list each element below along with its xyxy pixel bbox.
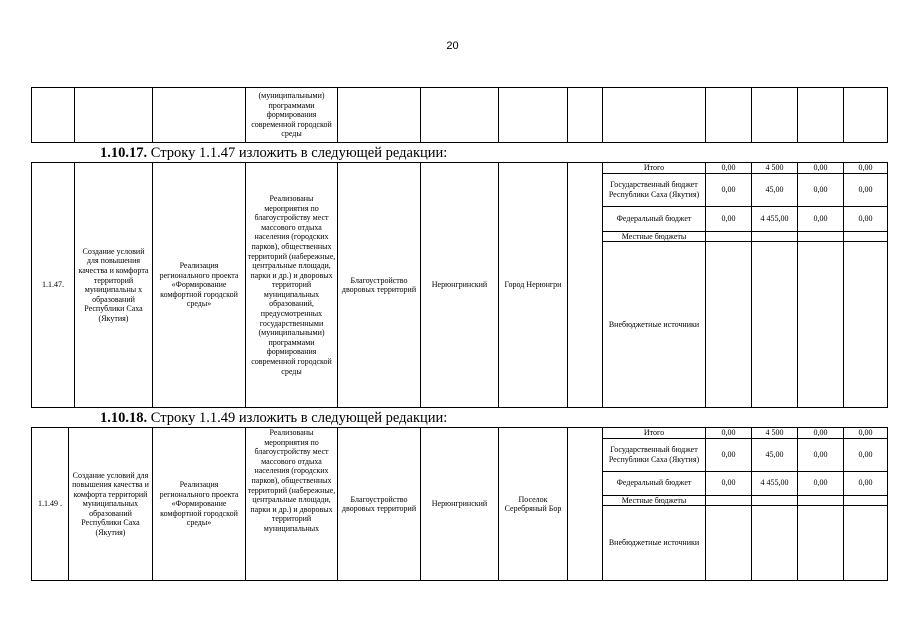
funding-value: 0,00 [706,163,752,174]
funding-value: 0,00 [844,206,888,231]
funding-value [798,242,844,408]
funding-source: Местные бюджеты [603,495,706,506]
project-text: Реализация регионального проекта «Формирование комфортной городской среды» [153,428,246,581]
funding-value: 4 500 [752,163,798,174]
section-heading-1 [100,145,447,161]
result-text: Реализованы мероприятия по благоустройству мест массового отдыха населения (городских парков), общественных территорий (набережные, центральные площади, парки и др.) и дворовых территорий муниципальных [246,428,338,581]
cell-empty [752,88,798,143]
cell-empty [844,88,888,143]
cell-empty [75,88,153,143]
section-number: 1.10.17. [100,145,148,161]
result-text: Реализованы мероприятия по благоустройству мест массового отдыха населения (городских парков), общественных территорий (набережные, центральные площади, парки и др.) и дворовых территорий муниципальных образований, предусмотренных государственными (муниципальными) программами формирования современной городской среды [246,163,338,408]
funding-source: Федеральный бюджет [603,206,706,231]
table-fragment-top [31,87,888,143]
funding-value: 0,00 [706,206,752,231]
funding-value: 0,00 [798,173,844,206]
funding-value [752,506,798,581]
row-number: 1.1.49 . [32,428,69,581]
cell-empty [153,88,246,143]
funding-value [844,242,888,408]
direction-text: Благоустройство дворовых территорий [338,428,421,581]
funding-source: Государственный бюджет Республики Саха (Якутия) [603,173,706,206]
funding-value [706,495,752,506]
funding-value: 0,00 [706,173,752,206]
funding-value: 0,00 [844,163,888,174]
funding-value [752,495,798,506]
funding-value: 0,00 [844,438,888,471]
row-number: 1.1.47. [32,163,75,408]
project-text: Реализация регионального проекта «Формирование комфортной городской среды» [153,163,246,408]
cell-empty [499,88,568,143]
funding-value: 0,00 [706,438,752,471]
funding-source: Государственный бюджет Республики Саха (Якутия) [603,438,706,471]
section-number: 1.10.18. [100,410,148,426]
funding-value: 0,00 [798,163,844,174]
cell-empty [603,88,706,143]
cell-empty [338,88,421,143]
funding-value: 4 455,00 [752,206,798,231]
funding-value: 0,00 [844,173,888,206]
funding-source: Внебюджетные источники [603,242,706,408]
table-row-1-1-49 [31,427,888,581]
district-text: Нерюнгринский [421,163,499,408]
funding-value [706,231,752,242]
goal-text: Создание условий для повышения качества и комфорта территорий муниципальны х образований Республики Саха (Якутия) [75,163,153,408]
funding-value: 0,00 [706,428,752,439]
funding-source: Федеральный бюджет [603,471,706,495]
funding-value [706,242,752,408]
funding-value [752,231,798,242]
funding-value: 0,00 [798,438,844,471]
cell-empty [568,428,603,581]
funding-value: 4 455,00 [752,471,798,495]
cell-empty [568,163,603,408]
funding-value [798,506,844,581]
funding-source: Внебюджетные источники [603,506,706,581]
funding-value: 0,00 [798,206,844,231]
funding-source: Итого [603,428,706,439]
funding-value [752,242,798,408]
funding-value: 4 500 [752,428,798,439]
page-number: 20 [446,40,459,52]
cell-empty [798,88,844,143]
locality-text: Город Нерюнгри [499,163,568,408]
fragment-result-text: (муниципальными) программами формирования современной городской среды [246,88,338,143]
funding-value: 45,00 [752,438,798,471]
funding-value: 0,00 [706,471,752,495]
section-instruction: Строку 1.1.47 изложить в следующей редакции: [147,145,448,161]
section-heading-2 [100,410,447,426]
funding-value [844,231,888,242]
locality-text: Поселок Серебряный Бор [499,428,568,581]
funding-value [798,495,844,506]
goal-text: Создание условий для повышения качества и комфорта территорий муниципальных образований Республики Саха (Якутия) [69,428,153,581]
funding-source: Итого [603,163,706,174]
district-text: Нерюнгринский [421,428,499,581]
cell-empty [32,88,75,143]
funding-source: Местные бюджеты [603,231,706,242]
cell-empty [568,88,603,143]
funding-value [844,495,888,506]
funding-value [798,231,844,242]
section-instruction: Строку 1.1.49 изложить в следующей редакции: [147,410,448,426]
direction-text: Благоустройство дворовых территорий [338,163,421,408]
table-row-1-1-47 [31,162,888,408]
funding-value [706,506,752,581]
funding-value: 0,00 [844,428,888,439]
cell-empty [421,88,499,143]
funding-value: 45,00 [752,173,798,206]
funding-value: 0,00 [844,471,888,495]
cell-empty [706,88,752,143]
funding-value: 0,00 [798,428,844,439]
funding-value [844,506,888,581]
funding-value: 0,00 [798,471,844,495]
